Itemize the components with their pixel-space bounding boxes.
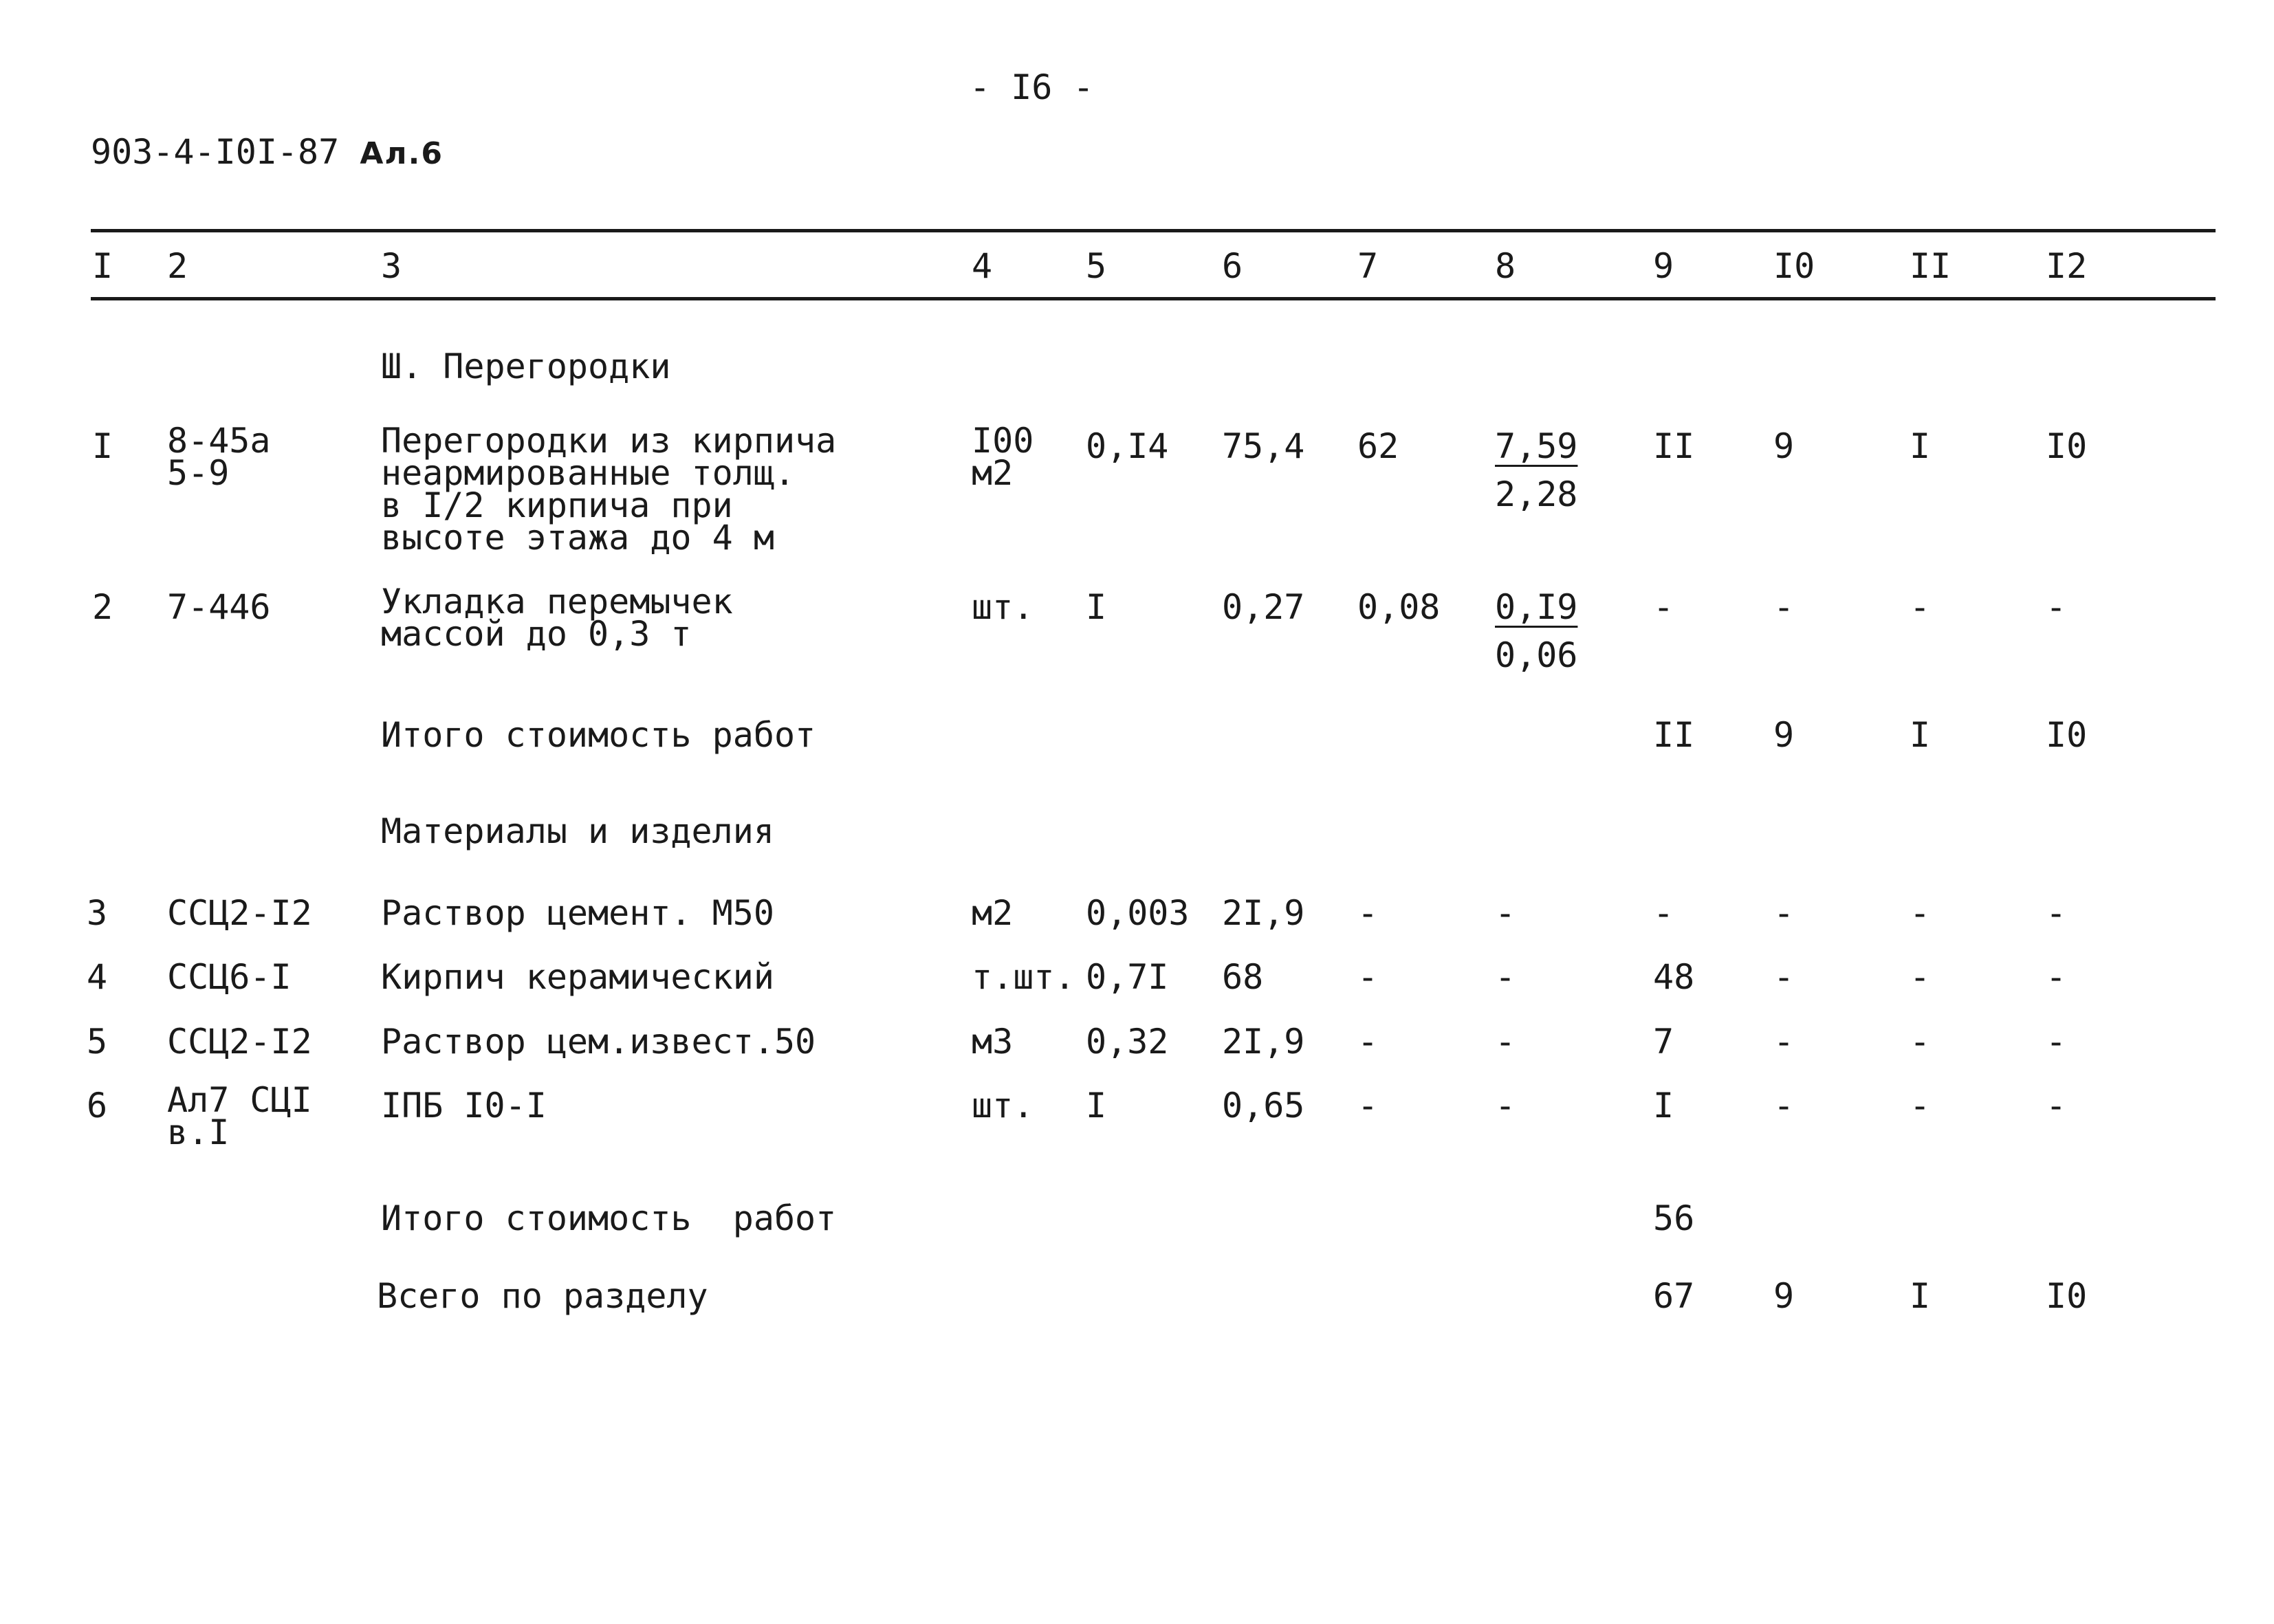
col-7-value: - xyxy=(1357,957,1379,997)
total-col-11: I xyxy=(1910,1276,1931,1316)
quantity: I xyxy=(1086,587,1107,627)
col-7-value: 62 xyxy=(1357,426,1399,466)
unit-cost: 2I,9 xyxy=(1222,893,1305,933)
document-code xyxy=(91,132,444,172)
column-header-2: 2 xyxy=(167,246,188,286)
rate-code: Ал7 СЦI в.I xyxy=(167,1080,312,1152)
col-12-value: - xyxy=(2046,587,2067,627)
total-col-10: 9 xyxy=(1773,1276,1795,1316)
col-9-value: - xyxy=(1653,587,1674,627)
row-number: 2 xyxy=(92,587,113,627)
column-header-6: 6 xyxy=(1222,246,1243,286)
col-12-value: - xyxy=(2046,893,2067,933)
subtotal-col-12: I0 xyxy=(2046,715,2088,755)
col-10-value: - xyxy=(1773,587,1795,627)
quantity: 0,003 xyxy=(1086,893,1190,933)
col-7-value: - xyxy=(1357,1022,1379,1062)
col-10-value: 9 xyxy=(1773,426,1795,466)
column-header-9: 9 xyxy=(1653,246,1674,286)
col-9-value: 7 xyxy=(1653,1022,1674,1062)
col-8-value: - xyxy=(1495,1022,1516,1062)
col-12-value: - xyxy=(2046,957,2067,997)
col-11-value: I xyxy=(1910,426,1931,466)
col-8-bottom-value: 0,06 xyxy=(1495,635,1578,675)
col-10-value: - xyxy=(1773,1022,1795,1062)
row-number: 3 xyxy=(87,893,108,933)
column-header-8: 8 xyxy=(1495,246,1516,286)
total-col-12: I0 xyxy=(2046,1276,2088,1316)
col-12-value: I0 xyxy=(2046,426,2088,466)
material-description: Раствор цем.извест.50 xyxy=(381,1022,816,1062)
column-header-4: 4 xyxy=(972,246,993,286)
total-col-9: 67 xyxy=(1653,1276,1695,1316)
column-header-12: I2 xyxy=(2046,246,2088,286)
quantity: 0,7I xyxy=(1086,957,1169,997)
subtotal-col-9: 56 xyxy=(1653,1198,1695,1238)
col-8-bottom-value: 2,28 xyxy=(1495,474,1578,514)
unit-cost: 2I,9 xyxy=(1222,1022,1305,1062)
quantity: I xyxy=(1086,1086,1107,1126)
materials-title: Материалы и изделия xyxy=(381,811,774,851)
unit: I00 м2 xyxy=(972,421,1034,493)
unit: шт. xyxy=(972,1086,1034,1126)
col-8-value: - xyxy=(1495,1086,1516,1126)
column-header-11: II xyxy=(1910,246,1952,286)
col-8-top-value: 0,I9 xyxy=(1495,587,1578,627)
subtotal-col-11: I xyxy=(1910,715,1931,755)
unit: шт. xyxy=(972,587,1034,627)
col-9-value: 48 xyxy=(1653,957,1695,997)
unit-cost: 75,4 xyxy=(1222,426,1305,466)
col-7-value: 0,08 xyxy=(1357,587,1441,627)
unit: т.шт. xyxy=(972,957,1075,997)
section-title: Ш. Перегородки xyxy=(381,347,671,386)
rate-code: ССЦ6-I xyxy=(167,957,292,997)
row-number: 5 xyxy=(87,1022,108,1062)
material-description: Кирпич керамический xyxy=(381,957,774,997)
column-header-5: 5 xyxy=(1086,246,1107,286)
row-number: 6 xyxy=(87,1086,108,1126)
col-9-value: - xyxy=(1653,893,1674,933)
quantity: 0,32 xyxy=(1086,1022,1169,1062)
col-7-value: - xyxy=(1357,1086,1379,1126)
col-10-value: - xyxy=(1773,1086,1795,1126)
unit-cost: 68 xyxy=(1222,957,1264,997)
row-number: 4 xyxy=(87,957,108,997)
work-description: Укладка перемычек массой до 0,3 т xyxy=(381,582,733,654)
col-11-value: - xyxy=(1910,957,1931,997)
document-code-text: 903-4-I0I-87 xyxy=(91,132,340,172)
col-10-value: - xyxy=(1773,957,1795,997)
subtotal-label: Итого стоимость работ xyxy=(381,715,816,755)
rate-code: ССЦ2-I2 xyxy=(167,893,312,933)
rate-code: ССЦ2-I2 xyxy=(167,1022,312,1062)
subtotal-label: Итого стоимость работ xyxy=(381,1198,837,1238)
col-11-value: - xyxy=(1910,1022,1931,1062)
row-number: I xyxy=(92,426,113,466)
header-bottom-rule xyxy=(91,297,2216,300)
column-header-3: 3 xyxy=(381,246,402,286)
col-11-value: - xyxy=(1910,893,1931,933)
subtotal-col-10: 9 xyxy=(1773,715,1795,755)
col-11-value: - xyxy=(1910,587,1931,627)
material-description: Раствор цемент. М50 xyxy=(381,893,774,933)
column-header-10: I0 xyxy=(1773,246,1815,286)
material-description: IПБ I0-I xyxy=(381,1086,547,1126)
page-number: - I6 - xyxy=(970,67,1094,107)
quantity: 0,I4 xyxy=(1086,426,1169,466)
col-9-value: I xyxy=(1653,1086,1674,1126)
unit: м3 xyxy=(972,1022,1014,1062)
unit-cost: 0,27 xyxy=(1222,587,1305,627)
album-mark: Ал.6 xyxy=(360,136,444,171)
col-10-value: - xyxy=(1773,893,1795,933)
table-top-rule xyxy=(91,229,2216,232)
subtotal-col-9: II xyxy=(1653,715,1695,755)
column-header-7: 7 xyxy=(1357,246,1379,286)
unit-cost: 0,65 xyxy=(1222,1086,1305,1126)
col-8-top-value: 7,59 xyxy=(1495,426,1578,466)
col-8-value: - xyxy=(1495,893,1516,933)
rate-code: 8-45а 5-9 xyxy=(167,421,271,493)
col-12-value: - xyxy=(2046,1086,2067,1126)
column-header-1: I xyxy=(92,246,113,286)
total-label: Всего по разделу xyxy=(377,1276,708,1316)
unit: м2 xyxy=(972,893,1014,933)
col-8-value: - xyxy=(1495,957,1516,997)
work-description: Перегородки из кирпича неармированные толщ. в I/2 кирпича при высоте этажа до 4 м xyxy=(381,421,837,558)
rate-code: 7-446 xyxy=(167,587,271,627)
col-11-value: - xyxy=(1910,1086,1931,1126)
col-12-value: - xyxy=(2046,1022,2067,1062)
col-7-value: - xyxy=(1357,893,1379,933)
col-9-value: II xyxy=(1653,426,1695,466)
